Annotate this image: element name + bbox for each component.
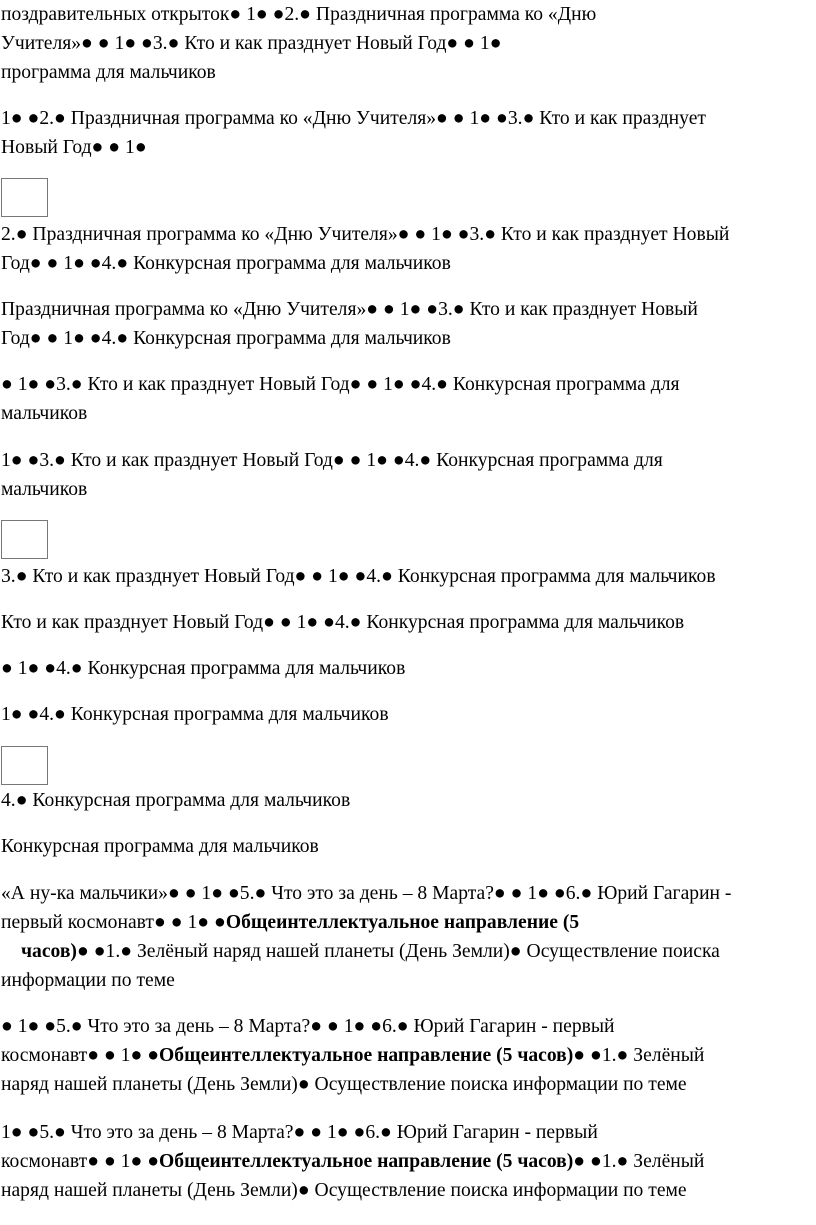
image-placeholder — [1, 178, 48, 217]
text-line: ● 1● ●5.● Что это за день – 8 Марта?● ● 1● ●6.● Юрий Гагарин - первый — [1, 1016, 615, 1037]
text-line: наряд нашей планеты (День Земли)● Осуществление поиска информации по теме — [1, 1180, 687, 1201]
text-line: Новый Год● ● 1● — [1, 137, 147, 158]
text-line: 3.● Кто и как празднует Новый Год● ● 1● ●4.● Конкурсная программа для мальчиков — [1, 566, 716, 587]
bold-heading: Общеинтеллектуальное направление (5 часов) — [159, 1151, 574, 1172]
text-run: ● ●1.● Зелёный — [573, 1151, 705, 1172]
text-line — [1, 908, 813, 937]
paragraph-5 — [1, 370, 813, 428]
text-run: ● ●1.● Зелёный наряд нашей планеты (День Земли)● Осуществление поиска — [76, 941, 720, 962]
text-line: 1● ●3.● Кто и как празднует Новый Год● ● 1● ●4.● Конкурсная программа для — [1, 450, 663, 471]
bold-heading: часов) — [21, 941, 77, 962]
paragraph-15 — [1, 1118, 813, 1205]
text-line: Учителя»● ● 1● ●3.● Кто и как празднует Новый Год● ● 1● — [1, 33, 502, 54]
paragraph-7 — [1, 562, 813, 591]
paragraph-11 — [1, 786, 813, 815]
text-line: Год● ● 1● ●4.● Конкурсная программа для мальчиков — [1, 253, 451, 274]
text-line: 1● ●4.● Конкурсная программа для мальчиков — [1, 704, 389, 725]
text-line: «А ну-ка мальчики»● ● 1● ●5.● Что это за день – 8 Марта?● ● 1● ●6.● Юрий Гагарин - — [1, 883, 732, 904]
image-placeholder — [1, 746, 48, 785]
text-line: 2.● Праздничная программа ко «Дню Учителя»● ● 1● ●3.● Кто и как празднует Новый — [1, 224, 730, 245]
bold-heading: Общеинтеллектуальное направление (5 часов) — [159, 1045, 574, 1066]
text-line: мальчиков — [1, 403, 88, 424]
text-line — [1, 937, 813, 966]
text-line — [1, 1041, 813, 1070]
text-run: космонавт● ● 1● ● — [1, 1151, 160, 1172]
text-line: Праздничная программа ко «Дню Учителя»● ● 1● ●3.● Кто и как празднует Новый — [1, 299, 698, 320]
text-line: мальчиков — [1, 479, 88, 500]
paragraph-3 — [1, 220, 813, 278]
text-line: информации по теме — [1, 970, 175, 991]
text-line: ● 1● ●3.● Кто и как празднует Новый Год● ● 1● ●4.● Конкурсная программа для — [1, 374, 680, 395]
paragraph-9 — [1, 654, 813, 683]
text-line: наряд нашей планеты (День Земли)● Осуществление поиска информации по теме — [1, 1074, 687, 1095]
text-line: программа для мальчиков — [1, 62, 216, 83]
paragraph-8 — [1, 608, 813, 637]
text-line — [1, 1147, 813, 1176]
text-line: 1● ●5.● Что это за день – 8 Марта?● ● 1● ●6.● Юрий Гагарин - первый — [1, 1122, 598, 1143]
image-placeholder — [1, 520, 48, 559]
paragraph-13 — [1, 879, 813, 995]
paragraph-6 — [1, 446, 813, 504]
text-line: Год● ● 1● ●4.● Конкурсная программа для мальчиков — [1, 328, 451, 349]
paragraph-14 — [1, 1012, 813, 1099]
paragraph-4 — [1, 295, 813, 353]
bold-heading: Общеинтеллектуальное направление (5 — [225, 912, 580, 933]
text-run: ● ●1.● Зелёный — [573, 1045, 705, 1066]
text-line: ● 1● ●4.● Конкурсная программа для мальчиков — [1, 658, 406, 679]
paragraph-10 — [1, 700, 813, 729]
paragraph-12 — [1, 832, 813, 861]
text-line: Конкурсная программа для мальчиков — [1, 836, 319, 857]
text-run: первый космонавт● ● 1● ● — [1, 912, 226, 933]
text-run: космонавт● ● 1● ● — [1, 1045, 160, 1066]
text-line: 4.● Конкурсная программа для мальчиков — [1, 790, 351, 811]
text-line: 1● ●2.● Праздничная программа ко «Дню Учителя»● ● 1● ●3.● Кто и как празднует — [1, 108, 706, 129]
text-line: поздравительных открыток● 1● ●2.● Праздничная программа ко «Дню — [1, 4, 597, 25]
paragraph-1 — [1, 0, 813, 87]
text-line: Кто и как празднует Новый Год● ● 1● ●4.● Конкурсная программа для мальчиков — [1, 612, 685, 633]
paragraph-2 — [1, 104, 813, 162]
